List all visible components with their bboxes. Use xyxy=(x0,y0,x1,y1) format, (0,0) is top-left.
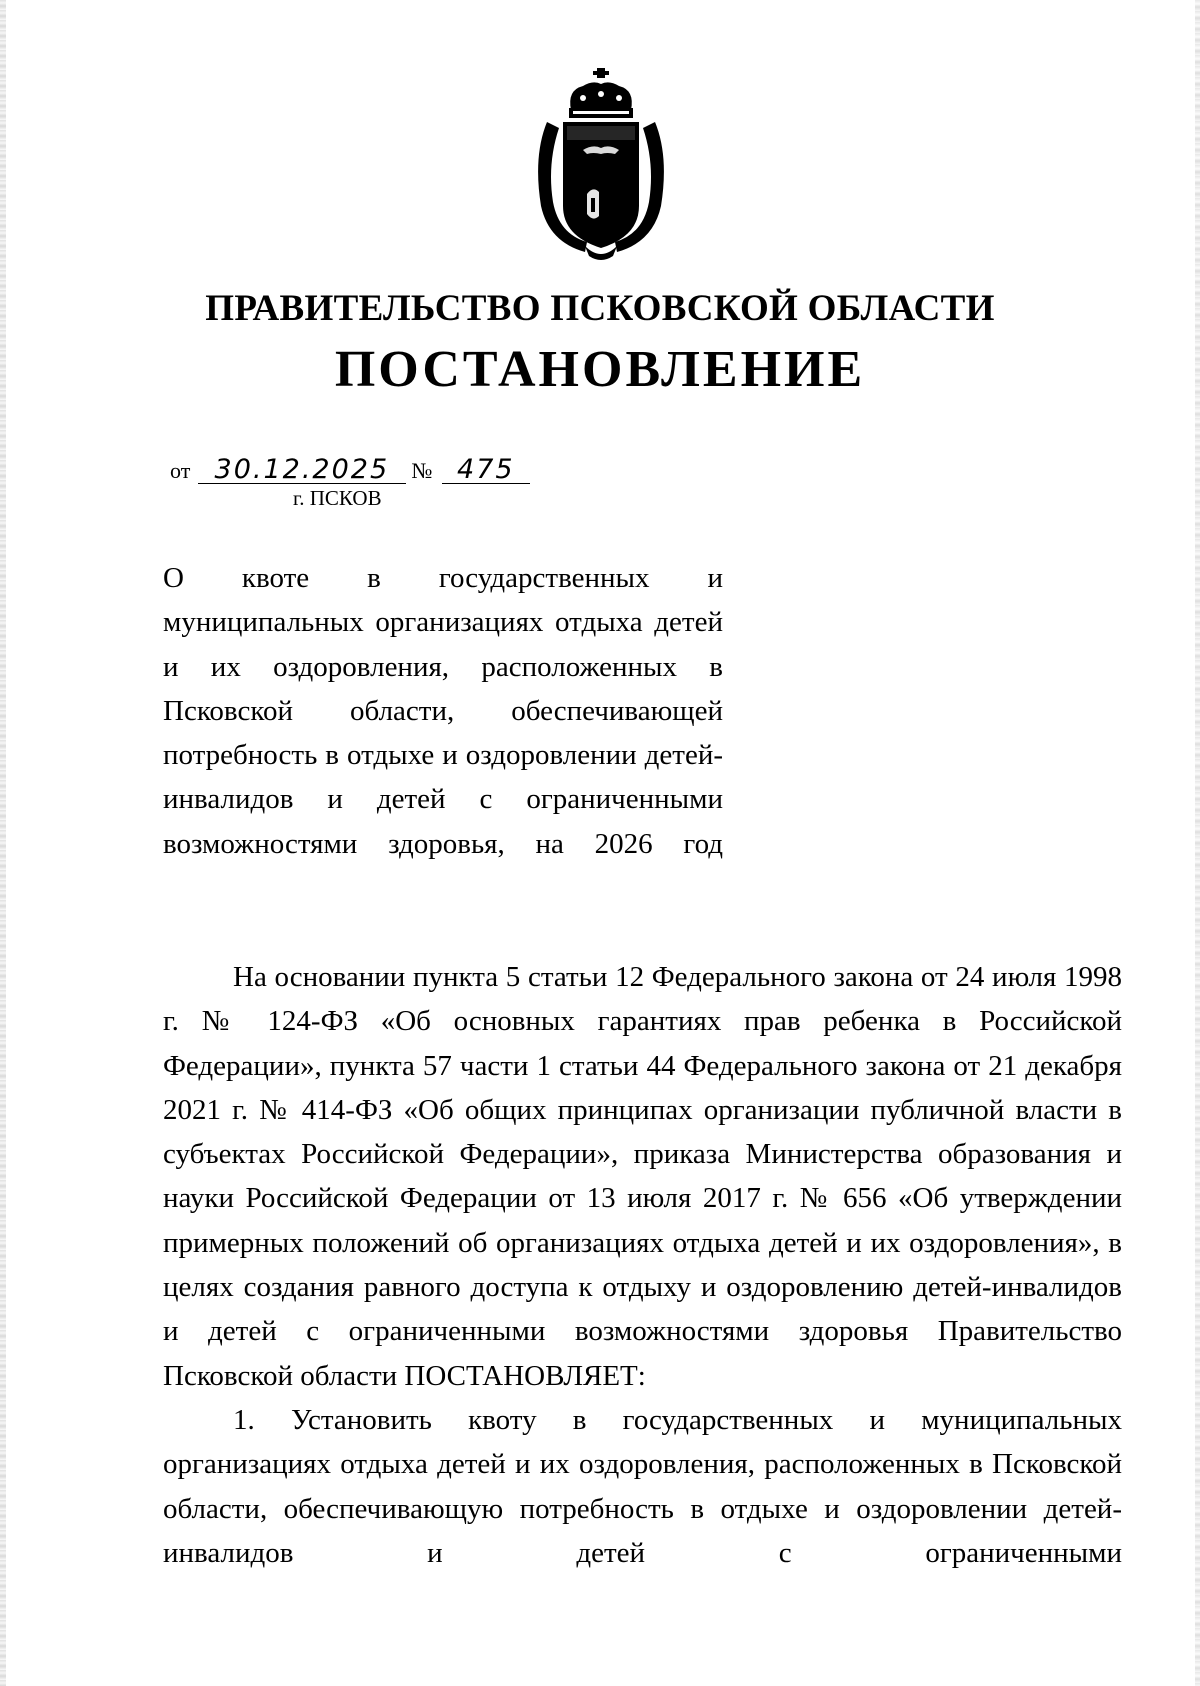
scan-edge-right xyxy=(1195,0,1200,1686)
pskov-region-coat-of-arms-icon xyxy=(527,66,675,262)
date-prefix: от xyxy=(170,458,191,483)
handwritten-number: 475 xyxy=(442,457,530,484)
document-subject: О квоте в государственных и муниципальных организациях отдыха детей и их оздоровления, расположенных в Псковской области, обеспечивающей потребность в отдыхе и оздоровлении детей-инвалидов и детей с ограниченными возможностями здоровья, на 2026 год xyxy=(163,562,723,860)
scan-edge-left xyxy=(0,0,6,1686)
preamble-paragraph: На основании пункта 5 статьи 12 Федерального закона от 24 июля 1998 г. № 124-ФЗ «Об основных гарантиях прав ребенка в Российской Федерации», пункта 57 части 1 статьи 44 Федерального закона от 21 декабря 2021 г. № 414-ФЗ «Об общих принципах организации публичной власти в субъектах Российской Федерации», приказа Министерства образования и науки Российской Федерации от 13 июля 2017 г. № 656 «Об утверждении примерных положений об организациях отдыха детей и их оздоровления», в целях создания равного доступа к отдыху и оздоровлению детей-инвалидов и детей с ограниченными возможностями здоровья Правительство Псковской области ПОСТАНОВЛЯЕТ: xyxy=(163,961,1122,1392)
number-prefix: № xyxy=(411,458,433,483)
organization-title: ПРАВИТЕЛЬСТВО ПСКОВСКОЙ ОБЛАСТИ xyxy=(205,288,995,329)
document-body xyxy=(163,955,1122,1575)
document-type-heading: ПОСТАНОВЛЕНИЕ xyxy=(334,341,866,398)
item-1-paragraph: 1. Установить квоту в государственных и муниципальных организациях отдыха детей и их оздоровления, расположенных в Псковской области, обеспечивающую потребность в отдыхе и оздоровлении детей-инвалидов и детей с ограниченными xyxy=(163,1403,1122,1569)
city-label: г. ПСКОВ xyxy=(293,486,382,510)
handwritten-date: 30.12.2025 xyxy=(198,457,406,484)
